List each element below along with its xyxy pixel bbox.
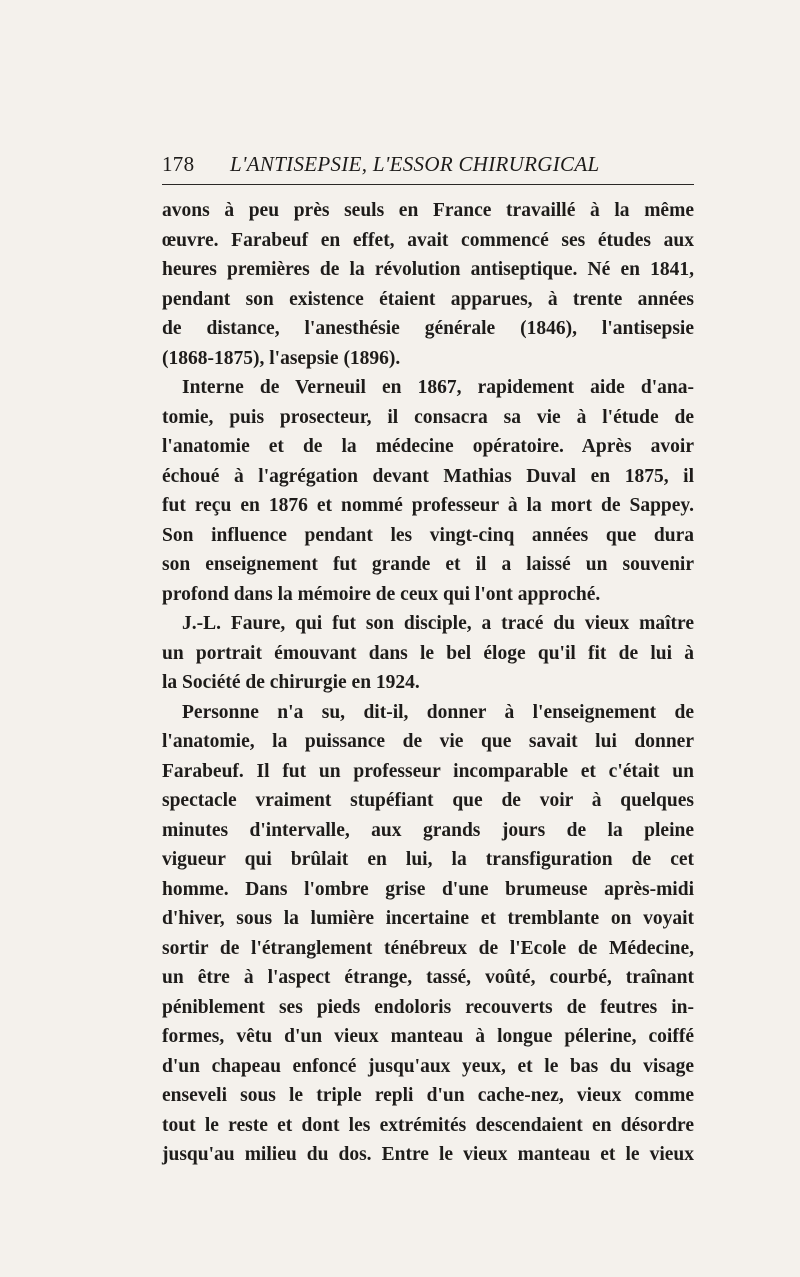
text-line: d'un chapeau enfoncé jusqu'aux yeux, et le bas du visage bbox=[162, 1055, 694, 1077]
text-line: spectacle vraiment stupéfiant que de voir à quelques bbox=[162, 790, 694, 811]
text-line: minutes d'intervalle, aux grands jours de la pleine bbox=[162, 819, 694, 841]
text-line: tout le reste et dont les extrémités descendaient en désordre bbox=[162, 1114, 694, 1136]
text-line: sortir de l'étranglement ténébreux de l'Ecole de Médecine, bbox=[162, 937, 694, 959]
page-number: 178 bbox=[162, 152, 195, 176]
page-header bbox=[162, 152, 694, 182]
text-line: péniblement ses pieds endoloris recouverts de feutres in- bbox=[162, 996, 694, 1018]
text-line: pendant son existence étaient apparues, à trente années bbox=[162, 288, 694, 310]
text-line: profond dans la mémoire de ceux qui l'ont approché. bbox=[162, 583, 601, 605]
text-line: Son influence pendant les vingt-cinq années que dura bbox=[162, 524, 694, 546]
text-line: échoué à l'agrégation devant Mathias Duval en 1875, il bbox=[162, 465, 694, 487]
text-line: œuvre. Farabeuf en effet, avait commencé ses études aux bbox=[162, 229, 694, 251]
text-line: l'anatomie et de la médecine opératoire. Après avoir bbox=[162, 436, 694, 457]
running-title: L'ANTISEPSIE, L'ESSOR CHIRURGICAL bbox=[230, 152, 600, 176]
text-line: (1868-1875), l'asepsie (1896). bbox=[162, 347, 401, 369]
text-line: Personne n'a su, dit-il, donner à l'enseignement de bbox=[182, 701, 694, 723]
text-line: J.-L. Faure, qui fut son disciple, a tracé du vieux maître bbox=[182, 613, 694, 634]
text-line: homme. Dans l'ombre grise d'une brumeuse après-midi bbox=[162, 878, 694, 900]
text-line: avons à peu près seuls en France travaillé à la même bbox=[162, 200, 694, 221]
text-line: un portrait émouvant dans le bel éloge qu'il fit de lui à bbox=[162, 642, 694, 664]
text-line: vigueur qui brûlait en lui, la transfiguration de cet bbox=[162, 849, 694, 870]
text-line: Farabeuf. Il fut un professeur incomparable et c'était un bbox=[162, 760, 694, 782]
text-line: Interne de Verneuil en 1867, rapidement aide d'ana- bbox=[182, 377, 694, 398]
text-line: enseveli sous le triple repli d'un cache-nez, vieux comme bbox=[162, 1085, 694, 1106]
text-line: un être à l'aspect étrange, tassé, voûté, courbé, traînant bbox=[162, 967, 694, 988]
text-line: d'hiver, sous la lumière incertaine et tremblante on voyait bbox=[162, 908, 694, 929]
text-line: son enseignement fut grande et il a laissé un souvenir bbox=[162, 554, 694, 575]
text-line: la Société de chirurgie en 1924. bbox=[162, 672, 420, 693]
text-line: jusqu'au milieu du dos. Entre le vieux manteau et le vieux bbox=[162, 1144, 694, 1165]
text-line: l'anatomie, la puissance de vie que savait lui donner bbox=[162, 731, 694, 752]
body-text bbox=[162, 196, 694, 1170]
text-line: tomie, puis prosecteur, il consacra sa vie à l'étude de bbox=[162, 406, 694, 428]
text-line: fut reçu en 1876 et nommé professeur à la mort de Sappey. bbox=[162, 495, 694, 516]
text-line: heures premières de la révolution antiseptique. Né en 1841, bbox=[162, 259, 694, 280]
text-line: formes, vêtu d'un vieux manteau à longue pélerine, coiffé bbox=[162, 1026, 694, 1047]
text-line: de distance, l'anesthésie générale (1846), l'antisepsie bbox=[162, 318, 694, 339]
header-rule bbox=[162, 184, 694, 185]
